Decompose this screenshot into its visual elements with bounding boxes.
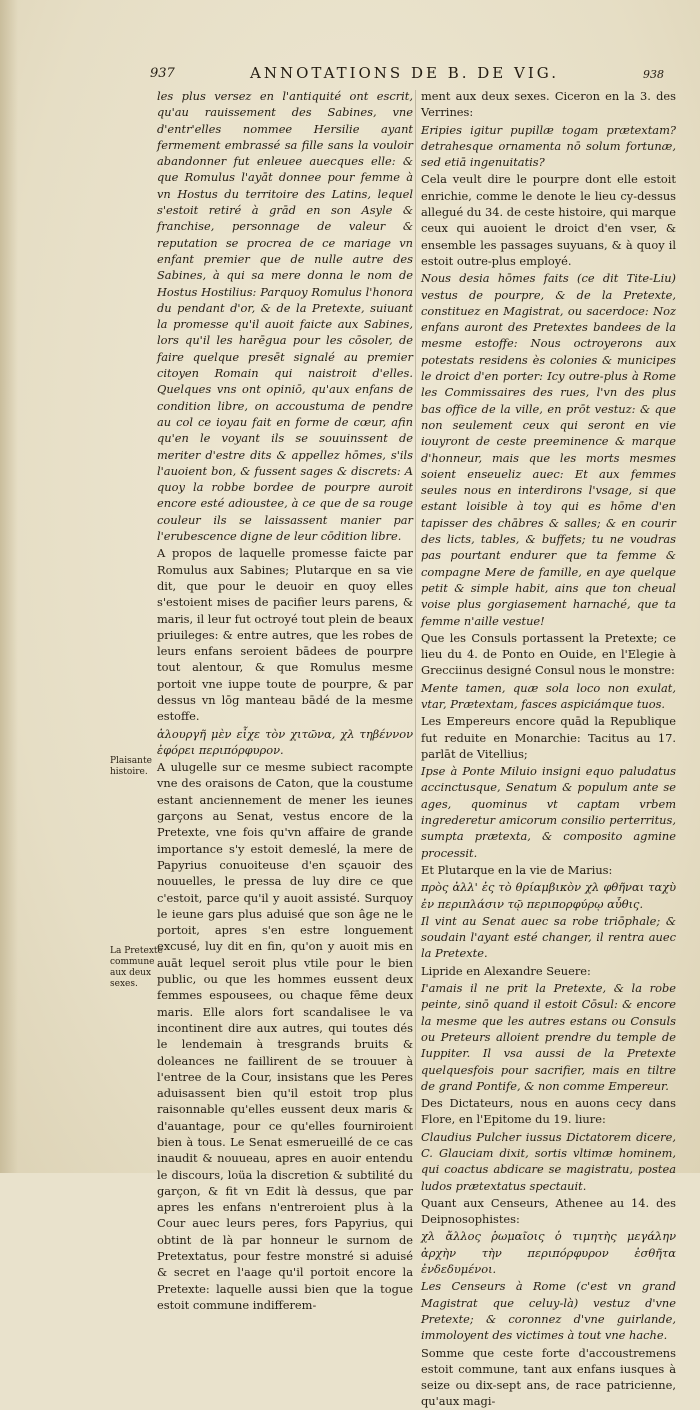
right-column <box>421 88 676 1409</box>
margin-note: Plaisante histoire. <box>110 756 152 777</box>
greek-quote: χλ ἄλλος ῥωμαῖοις ὁ τιμητὴς μεγάλην ἀρχὴν τὴν περιπόρφυρον ἐσθῆτα ἐνδεδυμένοι. <box>421 1229 676 1277</box>
greek-quote: πρὸς ἀλλ' ἐς τὸ θρίαμβικὸν χλ φθῆναι ταχὺ ἐν περιπλάσιν τῷ περιπορφύρῳ αὖθις. <box>421 880 676 911</box>
paragraph: Et Plutarque en la vie de Marius: <box>421 862 613 877</box>
paragraph: Que les Consuls portassent la Pretexte; ce lieu du 4. de Ponto en Ouide, en l'Elegie à Grecciinus designé Consul nous le monstre: <box>421 630 676 678</box>
quote: Il vint au Senat auec sa robe triōphale; & soudain l'ayant esté changer, il rentra auec la Pretexte. <box>421 913 676 961</box>
page-gutter-shadow <box>0 0 18 1173</box>
paragraph: les plus versez en l'antiquité ont escrit, qu'au rauissement des Sabines, vne d'entr'elles nommee Hersilie ayant fermement embrassé sa fille sans la vouloir abandonner fut enleuee auecques elle: & que Romulus l'ayāt donnee pour femme à vn Hostus du territoire des Latins, lequel s'estoit retiré à grād en son Asyle & franchise, personnage de valeur & reputation se procrea de ce mariage vn enfant premier que de nulle autre des Sabines, à qui sa mere donna le nom de Hostus Hostilius: Parquoy Romulus l'honora du pendant d'or, & de la Pretexte, suiuant la promesse qu'il auoit faicte aux Sabines, lors qu'il les harēgua pour les cōsoler, de faire quelque presēt signalé au premier citoyen Romain qui naistroit d'elles. Quelques vns ont opiniō, qu'aux enfans de condition libre, on accoustuma de pendre au col ce ioyau fait en forme de cœur, afin qu'en le voyant ils se souuinssent de meriter d'estre dits & appellez hōmes, s'ils l'auoient bon, & fussent sages & discrets: A quoy la robbe bordee de pourpre auroit encore esté adioustee, à ce que de sa rouge couleur ils se laissassent manier par l'erubescence digne de leur cōdition libre. <box>157 89 413 544</box>
folio-left: 937 <box>150 66 175 81</box>
paragraph: A propos de laquelle promesse faicte par Romulus aux Sabines; Plutarque en sa vie dit, que pour le deuoir en quoy elles s'estoient mises de pacifier leurs parens, & maris, il leur fut octroyé tout plein de beaux priuileges: & entre autres, que les robes de leurs enfans seroient bādees de pourpre tout alentour, & que Romulus mesme portoit vne iuppe toute de pourpre, & par dessus vn lōg manteau bādé de la mesme estoffe. <box>157 546 413 724</box>
paragraph: Quant aux Censeurs, Athenee au 14. des Deipnosophistes: <box>421 1195 676 1227</box>
paragraph: Somme que ceste forte d'accoustremens estoit commune, tant aux enfans iusques à seize ou dix-sept ans, de race patricienne, qu'aux magi- <box>421 1345 676 1409</box>
running-header <box>150 64 664 86</box>
quote: Les Censeurs à Rome (c'est vn grand Magistrat que celuy-là) vestuz d'vne Pretexte; & coronnez d'vne guirlande, immoloyent des victimes à tout vne hache. <box>421 1279 676 1343</box>
left-column <box>157 88 413 1312</box>
latin-quote: Ipse à Ponte Miluio insigni equo paludatus accinctusque, Senatum & populum ante se ages, quominus vt captam vrbem ingrederetur amicorum consilio perterritus, sumpta prætexta, & composito agmine processit. <box>421 764 676 860</box>
paragraph: ment aux deux sexes. Ciceron en la 3. des Verrines: <box>421 89 676 120</box>
folio-right: 938 <box>643 68 664 81</box>
quote: I'amais il ne prit la Pretexte, & la robe peinte, sinō quand il estoit Cōsul: & encore la mesme que les autres estans ou Consuls ou Preteurs alloient prendre du temple de Iuppiter. Il vsa aussi de la Pretexte quelquesfois pour sacrifier, mais en tiltre de grand Pontife, & non comme Empereur. <box>421 981 676 1093</box>
column-divider <box>415 90 416 1130</box>
quote: Nous desia hōmes faits (ce dit Tite-Liu) vestus de pourpre, & de la Pretexte, constituez en Magistrat, ou sacerdoce: Noz enfans auront des Pretextes bandees de la mesme estoffe: Nous octroyerons aux potestats residens ès colonies & municipes le droict d'en porter: Icy outre-plus à Rome les Commissaires des rues, l'vn des plus bas office de la ville, en prōt vestuz: & que non seulement ceux qui seront en vie iouyront de ceste preeminence & marque d'honneur, mais que les morts mesmes soient enseueliz auec: Et aux femmes seules nous en interdirons l'vsage, si que estant loisible à toy qui es hōme d'en tapisser des chābres & salles; & en courir des licts, tables, & buffets; tu ne voudras pas pourtant endurer que ta femme & compagne Mere de famille, en aye quelque petit & simple habit, ains que ton cheual voise plus gorgiasement harnaché, que ta femme n'aille vestue! <box>421 271 676 628</box>
latin-quote: Eripies igitur pupillæ togam prætextam? detrahesque ornamenta nō solum fortunæ, sed etiā ingenuitatis? <box>421 122 676 170</box>
paragraph: Lipride en Alexandre Seuere: <box>421 963 591 978</box>
latin-verse: Mente tamen, quæ sola loco non exulat, vtar, Prætextam, fasces aspiciámque tuos. <box>421 680 676 711</box>
paragraph: A ulugelle sur ce mesme subiect racompte vne des oraisons de Caton, que la coustume estant anciennement de mener les ieunes garçons au Senat, vestus encore de la Pretexte, vne fois qu'vn affaire de grande importance s'y estoit demeslé, la mere de Papyrius conuoiteuse d'en sçauoir des nouuelles, le pressa de luy dire ce que c'estoit, parce qu'il y auoit assisté. Surquoy le ieune gars plus aduisé que son âge ne le portoit, apres s'en estre longuement excusé, luy dit en fin, qu'on y auoit mis en auāt lequel seroit plus vtile pour le bien public, ou que les hommes eussent deux femmes espousees, ou chaque fēme deux maris. Elle alors fort scandalisee le va incontinent dire aux autres, qui toutes dés le lendemain à tresgrands bruits & doleances ne faillirent de se trouuer à l'entree de la Cour, insistans que les Peres aduisassent bien qu'il estoit trop plus raisonnable qu'elles eussent deux maris & d'auantage, pour ce qu'elles fourniroient bien à tous. Le Senat esmerueillé de ce cas inaudit & nouueau, apres en auoir entendu le discours, loüa la discretion & subtilité du garçon, & fit vn Edit là dessus, que par apres les enfans n'entreroient plus à la Cour auec leurs peres, fors Papyrius, qui obtint de là par honneur le surnom de Pretextatus, pour festre monstré si aduisé & secret en l'aage qu'il portoit encore la Pretexte: laquelle aussi bien que la togue estoit commune indifferem- <box>157 760 413 1312</box>
paragraph: Cela veult dire le pourpre dont elle estoit enrichie, comme le denote le lieu cy-dessus allegué du 34. de ceste histoire, qui marque ceux qui auoient le droict d'en vser, & ensemble les passages suyuans, & à quoy il estoit outre-plus employé. <box>421 172 676 268</box>
running-title: ANNOTATIONS DE B. DE VIG. <box>250 64 559 82</box>
latin-quote: Claudius Pulcher iussus Dictatorem dicere, C. Glauciam dixit, sortis vltimæ hominem, qui coactus abdicare se magistratu, postea ludos prætextatus spectauit. <box>421 1129 676 1193</box>
paragraph: Les Empereurs encore quād la Republique fut reduite en Monarchie: Tacitus au 17. parlāt de Vitellius; <box>421 714 676 761</box>
greek-quote: ἁλουργῆ μὲν εἶχε τὸν χιτῶνα, χλ τηβέννον ἐφόρει περιπόρφυρον. <box>157 726 413 757</box>
paragraph: Des Dictateurs, nous en auons cecy dans Flore, en l'Epitome du 19. liure: <box>421 1096 676 1127</box>
margin-note: La Pretexte commune aux deux sexes. <box>110 946 163 989</box>
